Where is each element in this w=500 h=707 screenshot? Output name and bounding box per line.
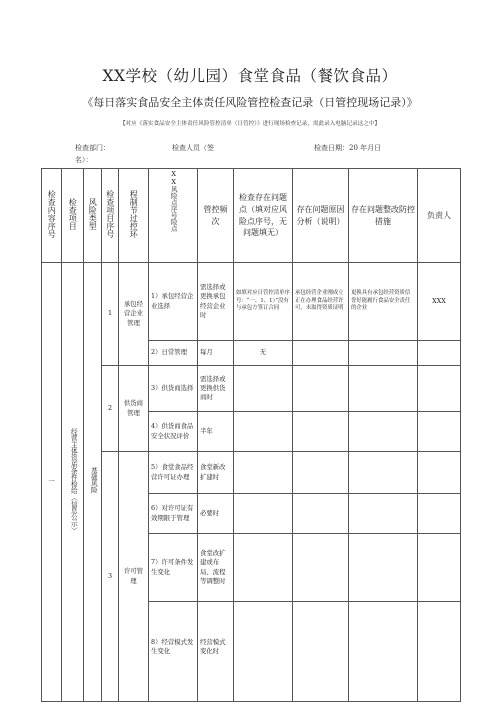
cell-fix [349,412,418,452]
cell-issue [234,534,293,602]
cell-owner [418,602,461,702]
cell-item-no: 2 [102,366,119,452]
cell-control: 承包经营企业管理 [119,263,149,366]
inspector-name-label: 名）： [75,156,93,164]
cell-issue [234,602,293,702]
cell-owner [418,452,461,494]
header-risk-type: 风险类型 [84,169,102,263]
cell-cause [293,412,349,452]
document-title: XX学校（幼儿园）食堂食品（餐饮食品） [102,67,398,85]
document-note: 【对应《落实食品安全主体责任风险管控清单（日管控）》进行现场检查记录，需此录入电脑记录这之中】 [119,121,381,127]
cell-risk-point: 8）经营模式发生变化 [149,602,198,702]
cell-frequency: 需选择或更换承包经营企业时 [198,263,234,341]
cell-control: 许可管理 [119,452,149,702]
header-cause: 存在问题原因分析（说明） [293,169,349,263]
cell-risk-point: 6）对许可证有效期限于管理 [149,494,198,534]
header-item: 检查项目 [62,169,84,263]
cell-risk-point: 2）日常管理 [149,341,198,366]
cell-fix [349,534,418,602]
cell-issue: 无 [234,341,293,366]
header-content-no: 检查内容序号 [42,169,62,263]
cell-owner [418,412,461,452]
table-row [42,366,461,412]
cell-owner [418,534,461,602]
cell-cause [293,341,349,366]
cell-fix: 更换具有承包经营资质信誉好能履行食品安全责任的企业 [349,263,418,341]
cell-frequency: 半年 [198,412,234,452]
cell-fix [349,366,418,412]
cell-frequency: 食堂改扩建或布局、流程等调整时 [198,534,234,602]
cell-cause [293,452,349,494]
table-row [42,452,461,494]
cell-issue [234,494,293,534]
inspection-table [41,168,461,702]
cell-fix [349,452,418,494]
cell-issue [234,412,293,452]
table-row [42,263,461,341]
cell-frequency: 需选择或更换供货商时 [198,366,234,412]
cell-item-no: 1 [102,263,119,366]
cell-item: 经营主体资质条件检给（信息公示） [62,263,84,702]
header-issue: 检查存在问题点（填对应风险点序号，无问题填无） [234,169,293,263]
cell-risk-point: 1）承包经营企业选择 [149,263,198,341]
cell-cause [293,602,349,702]
cell-risk-point: 5）食堂食品经营许可证办理 [149,452,198,494]
cell-owner: XXX [418,263,461,341]
cell-frequency: 经营模式变化时 [198,602,234,702]
cell-issue [234,452,293,494]
cell-issue [234,366,293,412]
table-header-row [42,169,461,263]
cell-risk-type: 基础风险 [84,263,102,702]
cell-owner [418,341,461,366]
header-frequency: 管控频次 [198,169,234,263]
header-fix: 存在问题整改防控措施 [349,169,418,263]
cell-item-no: 3 [102,452,119,702]
cell-cause [293,534,349,602]
header-control: 程制节过控环 [119,169,149,263]
cell-control: 供货商管理 [119,366,149,452]
cell-cause [293,366,349,412]
cell-frequency: 必要时 [198,494,234,534]
inspector-signature: 检查人员（签 [172,144,214,152]
header-item-no: 检查项目序号 [102,169,119,263]
cell-content-no: 一 [42,263,62,702]
cell-owner [418,366,461,412]
cell-cause [293,494,349,534]
cell-issue: 如填对应日管控清单序号：“一、1、1）”没有与承包方签订合同 [234,263,293,341]
cell-frequency: 每月 [198,341,234,366]
cell-risk-point: 3）供货商选择 [149,366,198,412]
inspection-department: 检查部门： [75,144,110,152]
document-subtitle: 《每日落实食品安全主体责任风险管控检查记录（日管控现场记录）》 [82,96,418,109]
cell-frequency: 食堂新改扩建时 [198,452,234,494]
cell-fix [349,341,418,366]
cell-risk-point: 7）许可条件发生变化 [149,534,198,602]
cell-fix [349,494,418,534]
cell-owner [418,494,461,534]
cell-risk-point: 4）供货商食品安全状况评价 [149,412,198,452]
cell-cause: 承包经营企业刚成立正在办理食品经营许可，未取得资质证明 [293,263,349,341]
inspection-date: 检查日期：20 年月日 [314,144,382,152]
header-risk-point: XX风险点序号险点 [149,169,198,263]
header-owner: 负责人 [418,169,461,263]
cell-fix [349,602,418,702]
